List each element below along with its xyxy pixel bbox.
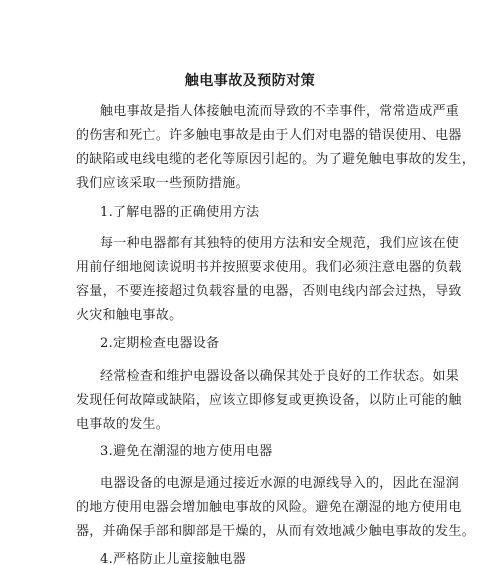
paragraph-line: 发现任何故障或缺陷，应该立即修复或更换设备，以防止可能的触 xyxy=(76,393,462,408)
section-2-paragraph xyxy=(76,365,462,437)
paragraph-line: 我们应该采取一些预防措施。 xyxy=(76,176,249,191)
document-title: 触电事故及预防对策 xyxy=(184,73,316,89)
paragraph-line: 器，并确保手部和脚部是干燥的，从而有效地减少触电事故的发生。 xyxy=(76,524,476,539)
paragraph-line: 的伤害和死亡。许多触电事故是由于人们对电器的错误使用、电器 xyxy=(76,128,462,143)
section-1-paragraph xyxy=(76,232,462,328)
intro-paragraph xyxy=(76,100,476,196)
paragraph-line: 电事故的发生。 xyxy=(76,417,170,432)
paragraph-line: 的缺陷或电线电缆的老化等原因引起的。为了避免触电事故的发生， xyxy=(76,152,476,167)
paragraph-line: 用前仔细地阅读说明书并按照要求使用。我们必须注意电器的负载 xyxy=(76,260,462,275)
paragraph-line: 经常检查和维护电器设备以确保其处于良好的工作状态。如果 xyxy=(100,369,460,384)
section-3-paragraph xyxy=(76,472,476,544)
section-heading-3: 3.避免在潮湿的地方使用电器 xyxy=(100,444,273,459)
paragraph-line: 容量，不要连接超过负载容量的电器，否则电线内部会过热，导致 xyxy=(76,284,462,299)
section-heading-1: 1.了解电器的正确使用方法 xyxy=(100,205,260,220)
paragraph-line: 电器设备的电源是通过接近水源的电源线导入的，因此在湿润 xyxy=(100,476,460,491)
section-heading-4: 4.严格防止儿童接触电器 xyxy=(100,552,247,565)
paragraph-line: 的地方使用电器会增加触电事故的风险。避免在潮湿的地方使用电 xyxy=(76,500,462,515)
paragraph-line: 火灾和触电事故。 xyxy=(76,308,183,323)
paragraph-line: 触电事故是指人体接触电流而导致的不幸事件，常常造成严重 xyxy=(100,104,460,119)
paragraph-line: 每一种电器都有其独特的使用方法和安全规范，我们应该在使 xyxy=(100,236,460,251)
section-heading-2: 2.定期检查电器设备 xyxy=(100,336,220,351)
